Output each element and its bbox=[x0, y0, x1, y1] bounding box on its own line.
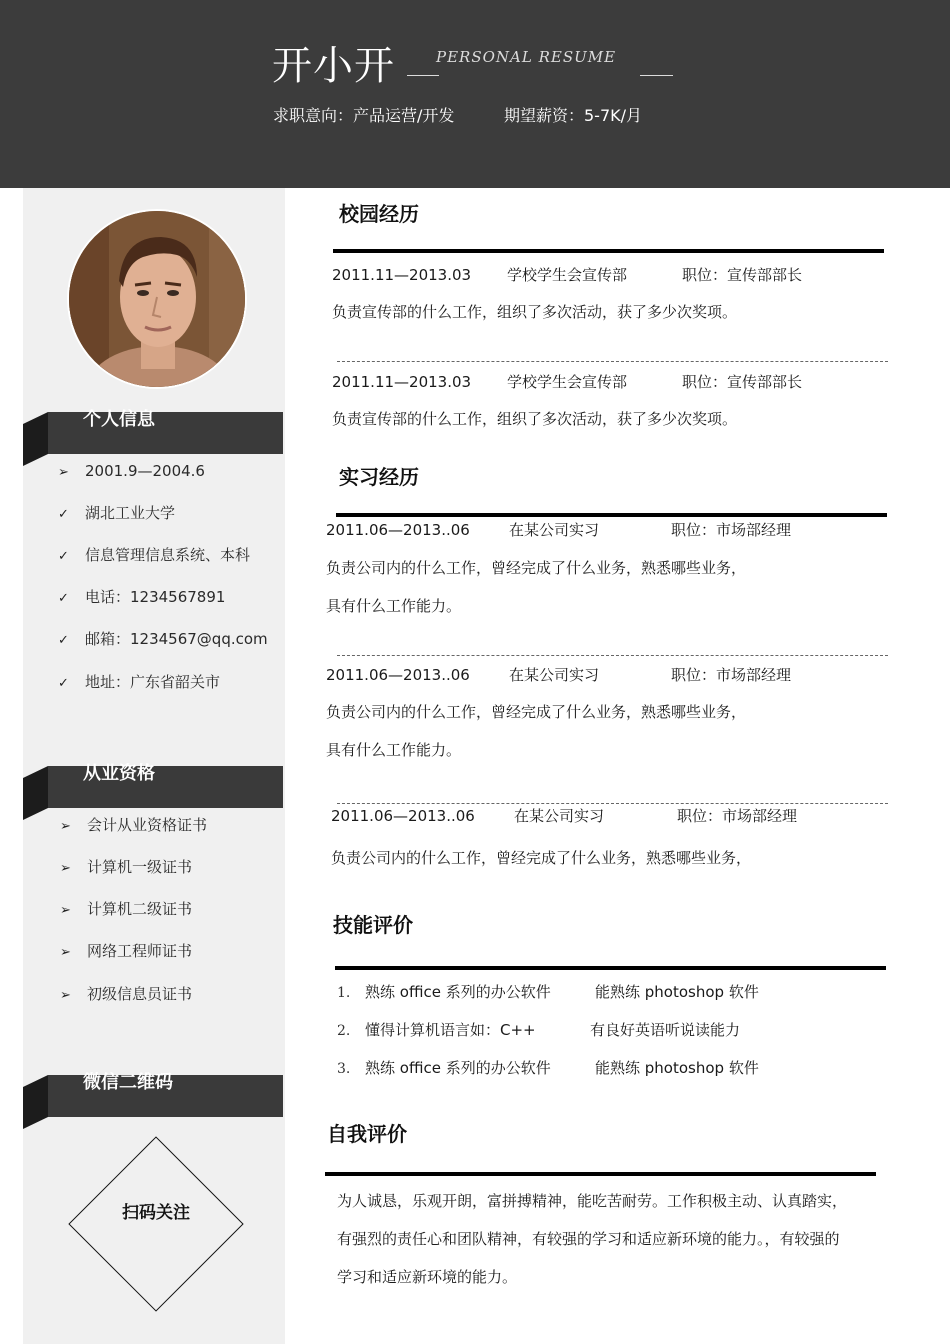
arrow-bullet-icon: ➢ bbox=[60, 988, 71, 1003]
intern-desc: 负责公司内的什么工作，曾经完成了什么业务，熟悉哪些业务， bbox=[326, 703, 747, 721]
skill-number: 3. bbox=[337, 1061, 351, 1077]
campus-role: 职位：宣传部部长 bbox=[682, 373, 803, 391]
info-item: ✓ 邮箱：1234567@qq.com bbox=[58, 629, 268, 651]
certificate-item: ➢ 计算机一级证书 bbox=[60, 857, 192, 879]
skill-item: 懂得计算机语言如：C++ bbox=[365, 1021, 536, 1039]
intern-role: 职位：市场部经理 bbox=[671, 521, 792, 539]
intern-date: 2011.06—2013..06 bbox=[326, 666, 470, 684]
info-item: ✓ 信息管理信息系统、本科 bbox=[58, 545, 250, 567]
check-bullet-icon: ✓ bbox=[58, 507, 69, 522]
intern-desc: 具有什么工作能力。 bbox=[326, 741, 462, 759]
header-divider-right bbox=[640, 75, 673, 76]
intern-desc: 具有什么工作能力。 bbox=[326, 597, 462, 615]
intern-desc: 负责公司内的什么工作，曾经完成了什么业务，熟悉哪些业务， bbox=[326, 559, 747, 577]
skill-item: 能熟练 photoshop 软件 bbox=[595, 983, 759, 1001]
campus-org: 学校学生会宣传部 bbox=[507, 373, 628, 391]
intern-role: 职位：市场部经理 bbox=[671, 666, 792, 684]
campus-date: 2011.11—2013.03 bbox=[332, 266, 472, 284]
qualifications-title: 从业资格 bbox=[83, 763, 155, 784]
intern-desc: 负责公司内的什么工作，曾经完成了什么业务，熟悉哪些业务， bbox=[331, 849, 752, 867]
certificate-item: ➢ 网络工程师证书 bbox=[60, 941, 192, 963]
info-item: ✓ 地址：广东省韶关市 bbox=[58, 672, 220, 694]
campus-desc: 负责宣传部的什么工作，组织了多次活动，获了多少次奖项。 bbox=[332, 410, 738, 428]
info-item: ✓ 电话：1234567891 bbox=[58, 587, 225, 609]
entry-divider bbox=[337, 803, 888, 804]
campus-org: 学校学生会宣传部 bbox=[507, 266, 628, 284]
candidate-name: 开小开 bbox=[272, 43, 395, 89]
certificate-item: ➢ 计算机二级证书 bbox=[60, 899, 192, 921]
certificate-item: ➢ 会计从业资格证书 bbox=[60, 815, 207, 837]
job-intent: 求职意向：产品运营/开发 bbox=[273, 106, 455, 125]
arrow-bullet-icon: ➢ bbox=[60, 903, 71, 918]
section-rule bbox=[325, 1172, 876, 1176]
section-rule bbox=[335, 966, 886, 970]
self-eval-line: 有强烈的责任心和团队精神，有较强的学习和适应新环境的能力。，有较强的 bbox=[337, 1230, 840, 1248]
intern-date: 2011.06—2013..06 bbox=[331, 807, 475, 825]
section-rule bbox=[333, 249, 884, 253]
self-eval-line: 学习和适应新环境的能力。 bbox=[337, 1268, 518, 1286]
intern-org: 在某公司实习 bbox=[509, 666, 600, 684]
qr-code-label: 扫码关注 bbox=[122, 1203, 190, 1223]
arrow-bullet-icon: ➢ bbox=[60, 819, 71, 834]
self-eval-section-title: 自我评价 bbox=[327, 1122, 407, 1146]
wechat-title: 微信二维码 bbox=[83, 1072, 173, 1093]
info-item: ✓ 湖北工业大学 bbox=[58, 503, 175, 525]
header-divider-left bbox=[407, 75, 439, 76]
entry-divider bbox=[337, 361, 888, 362]
skills-section-title: 技能评价 bbox=[333, 913, 413, 937]
arrow-bullet-icon: ➢ bbox=[60, 945, 71, 960]
entry-divider bbox=[337, 655, 888, 656]
skill-item: 熟练 office 系列的办公软件 bbox=[365, 983, 551, 1001]
resume-subtitle: PERSONAL RESUME bbox=[436, 48, 617, 66]
skill-number: 2. bbox=[337, 1023, 351, 1039]
section-rule bbox=[336, 513, 887, 517]
header-banner bbox=[0, 0, 950, 188]
self-eval-line: 为人诚恳，乐观开朗，富拼搏精神，能吃苦耐劳。工作积极主动、认真踏实， bbox=[337, 1192, 848, 1210]
personal-info-title: 个人信息 bbox=[83, 409, 155, 430]
check-bullet-icon: ✓ bbox=[58, 549, 69, 564]
campus-section-title: 校园经历 bbox=[339, 202, 419, 226]
profile-photo bbox=[69, 211, 245, 387]
check-bullet-icon: ✓ bbox=[58, 633, 69, 648]
intern-date: 2011.06—2013..06 bbox=[326, 521, 470, 539]
skill-number: 1. bbox=[337, 985, 351, 1001]
check-bullet-icon: ✓ bbox=[58, 591, 69, 606]
campus-role: 职位：宣传部部长 bbox=[682, 266, 803, 284]
skill-item: 能熟练 photoshop 软件 bbox=[595, 1059, 759, 1077]
skill-item: 有良好英语听说读能力 bbox=[590, 1021, 741, 1039]
check-bullet-icon: ✓ bbox=[58, 676, 69, 691]
certificate-item: ➢ 初级信息员证书 bbox=[60, 984, 192, 1006]
arrow-bullet-icon: ➢ bbox=[58, 465, 69, 480]
skill-item: 熟练 office 系列的办公软件 bbox=[365, 1059, 551, 1077]
info-item: ➢ 2001.9—2004.6 bbox=[58, 461, 205, 483]
campus-desc: 负责宣传部的什么工作，组织了多次活动，获了多少次奖项。 bbox=[332, 303, 738, 321]
campus-date: 2011.11—2013.03 bbox=[332, 373, 472, 391]
intern-org: 在某公司实习 bbox=[514, 807, 605, 825]
internship-section-title: 实习经历 bbox=[339, 465, 419, 489]
avatar bbox=[67, 209, 247, 389]
expected-salary: 期望薪资：5-7K/月 bbox=[504, 106, 643, 125]
arrow-bullet-icon: ➢ bbox=[60, 861, 71, 876]
intern-role: 职位：市场部经理 bbox=[677, 807, 798, 825]
intern-org: 在某公司实习 bbox=[509, 521, 600, 539]
